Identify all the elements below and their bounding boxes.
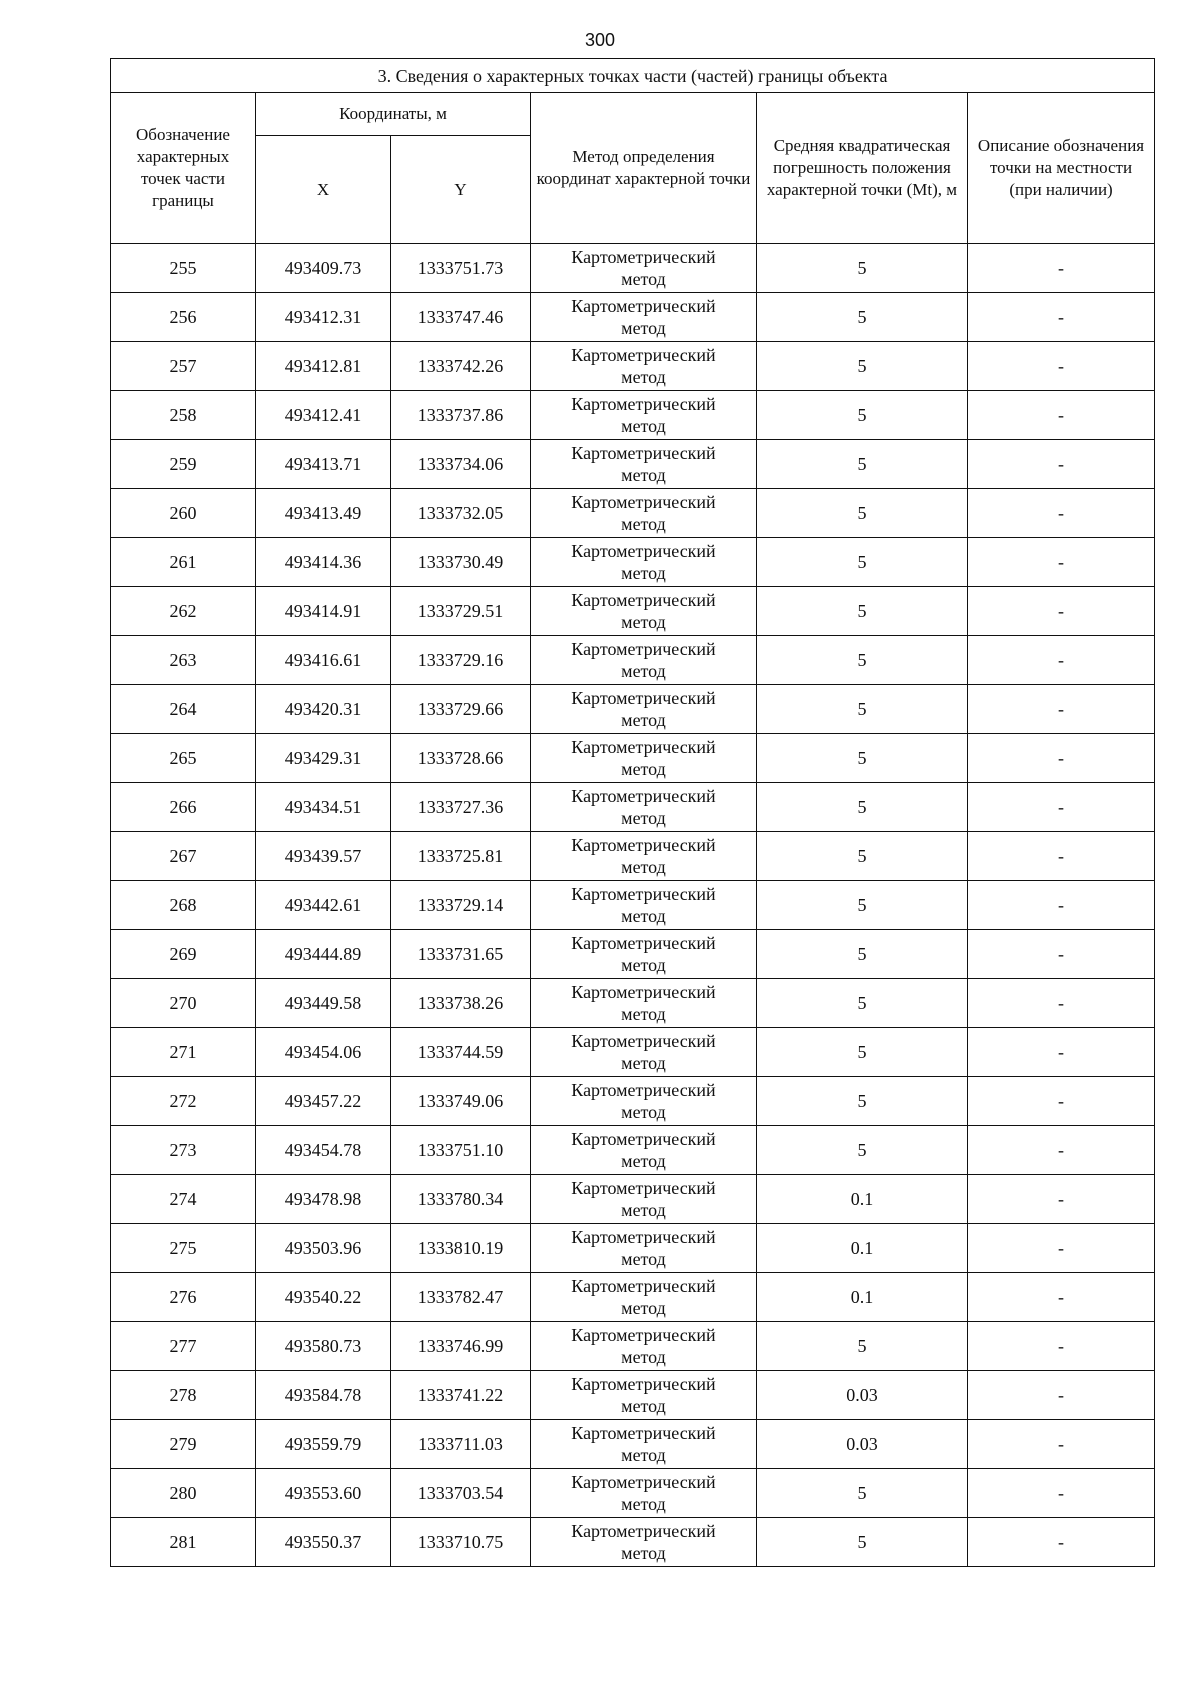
error-cell: 5: [757, 391, 968, 440]
x-cell: 493540.22: [256, 1273, 391, 1322]
x-cell: 493414.91: [256, 587, 391, 636]
x-cell: 493454.06: [256, 1028, 391, 1077]
error-cell: 5: [757, 636, 968, 685]
header-error: Средняя квадратическая погрешность положения характерной точки (Mt), м: [757, 93, 968, 244]
y-cell: 1333730.49: [391, 538, 531, 587]
method-line-2: метод: [621, 1494, 666, 1514]
table-row: [111, 979, 1155, 1028]
point-cell: 272: [111, 1077, 256, 1126]
method-cell: [531, 1273, 757, 1322]
y-cell: 1333728.66: [391, 734, 531, 783]
x-cell: 493439.57: [256, 832, 391, 881]
y-cell: 1333729.14: [391, 881, 531, 930]
point-cell: 271: [111, 1028, 256, 1077]
x-cell: 493412.41: [256, 391, 391, 440]
table-row: [111, 685, 1155, 734]
table-row: [111, 1077, 1155, 1126]
y-cell: 1333746.99: [391, 1322, 531, 1371]
method-line-1: Картометрический: [571, 737, 716, 757]
point-cell: 278: [111, 1371, 256, 1420]
point-cell: 258: [111, 391, 256, 440]
point-cell: 257: [111, 342, 256, 391]
y-cell: 1333747.46: [391, 293, 531, 342]
method-line-1: Картометрический: [571, 492, 716, 512]
error-cell: 5: [757, 1077, 968, 1126]
description-cell: -: [968, 587, 1155, 636]
error-cell: 5: [757, 538, 968, 587]
method-line-1: Картометрический: [571, 1374, 716, 1394]
error-cell: 5: [757, 293, 968, 342]
method-line-1: Картометрический: [571, 1031, 716, 1051]
method-cell: [531, 440, 757, 489]
table-row: [111, 881, 1155, 930]
y-cell: 1333749.06: [391, 1077, 531, 1126]
description-cell: -: [968, 783, 1155, 832]
x-cell: 493550.37: [256, 1518, 391, 1567]
method-line-1: Картометрический: [571, 933, 716, 953]
method-cell: [531, 391, 757, 440]
table-row: [111, 1126, 1155, 1175]
y-cell: 1333737.86: [391, 391, 531, 440]
description-cell: -: [968, 1518, 1155, 1567]
error-cell: 5: [757, 685, 968, 734]
x-cell: 493454.78: [256, 1126, 391, 1175]
error-cell: 5: [757, 881, 968, 930]
description-cell: -: [968, 979, 1155, 1028]
method-cell: [531, 1126, 757, 1175]
error-cell: 5: [757, 832, 968, 881]
method-cell: [531, 1175, 757, 1224]
error-cell: 5: [757, 1126, 968, 1175]
header-description: Описание обозначения точки на местности (при наличии): [968, 93, 1155, 244]
method-line-2: метод: [621, 759, 666, 779]
description-cell: -: [968, 391, 1155, 440]
method-cell: [531, 1028, 757, 1077]
header-row: [111, 93, 1155, 136]
table-row: [111, 734, 1155, 783]
point-cell: 280: [111, 1469, 256, 1518]
description-cell: -: [968, 1175, 1155, 1224]
table-row: [111, 636, 1155, 685]
method-line-2: метод: [621, 318, 666, 338]
table-row: [111, 293, 1155, 342]
method-line-1: Картометрический: [571, 835, 716, 855]
method-line-2: метод: [621, 1347, 666, 1367]
method-line-1: Картометрический: [571, 296, 716, 316]
table-row: [111, 342, 1155, 391]
method-line-2: метод: [621, 1053, 666, 1073]
method-line-1: Картометрический: [571, 1129, 716, 1149]
description-cell: -: [968, 342, 1155, 391]
method-line-1: Картометрический: [571, 1276, 716, 1296]
method-line-1: Картометрический: [571, 982, 716, 1002]
method-line-2: метод: [621, 563, 666, 583]
method-cell: [531, 538, 757, 587]
point-cell: 263: [111, 636, 256, 685]
point-cell: 270: [111, 979, 256, 1028]
x-cell: 493429.31: [256, 734, 391, 783]
error-cell: 0.1: [757, 1175, 968, 1224]
point-cell: 265: [111, 734, 256, 783]
error-cell: 0.03: [757, 1371, 968, 1420]
method-cell: [531, 1420, 757, 1469]
y-cell: 1333710.75: [391, 1518, 531, 1567]
method-line-2: метод: [621, 1004, 666, 1024]
method-line-2: метод: [621, 465, 666, 485]
method-line-1: Картометрический: [571, 443, 716, 463]
error-cell: 5: [757, 734, 968, 783]
description-cell: -: [968, 440, 1155, 489]
method-cell: [531, 783, 757, 832]
x-cell: 493559.79: [256, 1420, 391, 1469]
y-cell: 1333738.26: [391, 979, 531, 1028]
method-cell: [531, 1077, 757, 1126]
point-cell: 279: [111, 1420, 256, 1469]
method-line-1: Картометрический: [571, 1521, 716, 1541]
method-line-1: Картометрический: [571, 1178, 716, 1198]
method-cell: [531, 832, 757, 881]
table-row: [111, 1469, 1155, 1518]
method-line-2: метод: [621, 955, 666, 975]
error-cell: 0.1: [757, 1224, 968, 1273]
method-line-1: Картометрический: [571, 394, 716, 414]
error-cell: 5: [757, 489, 968, 538]
error-cell: 5: [757, 342, 968, 391]
description-cell: -: [968, 881, 1155, 930]
point-cell: 281: [111, 1518, 256, 1567]
error-cell: 5: [757, 930, 968, 979]
y-cell: 1333734.06: [391, 440, 531, 489]
point-cell: 275: [111, 1224, 256, 1273]
table-row: [111, 1420, 1155, 1469]
method-line-2: метод: [621, 1543, 666, 1563]
y-cell: 1333703.54: [391, 1469, 531, 1518]
method-line-2: метод: [621, 1396, 666, 1416]
method-line-2: метод: [621, 612, 666, 632]
description-cell: -: [968, 1224, 1155, 1273]
method-line-2: метод: [621, 1298, 666, 1318]
table-row: [111, 440, 1155, 489]
table-row: [111, 244, 1155, 293]
point-cell: 255: [111, 244, 256, 293]
table-row: [111, 489, 1155, 538]
description-cell: -: [968, 1077, 1155, 1126]
x-cell: 493414.36: [256, 538, 391, 587]
method-line-2: метод: [621, 710, 666, 730]
method-cell: [531, 1518, 757, 1567]
description-cell: -: [968, 930, 1155, 979]
description-cell: -: [968, 538, 1155, 587]
description-cell: -: [968, 1371, 1155, 1420]
method-cell: [531, 1322, 757, 1371]
error-cell: 5: [757, 1518, 968, 1567]
point-cell: 269: [111, 930, 256, 979]
method-cell: [531, 881, 757, 930]
table-row: [111, 1224, 1155, 1273]
method-line-2: метод: [621, 416, 666, 436]
table-row: [111, 538, 1155, 587]
description-cell: -: [968, 1322, 1155, 1371]
point-cell: 276: [111, 1273, 256, 1322]
point-cell: 259: [111, 440, 256, 489]
error-cell: 5: [757, 244, 968, 293]
y-cell: 1333729.16: [391, 636, 531, 685]
method-line-2: метод: [621, 1151, 666, 1171]
method-line-1: Картометрический: [571, 1080, 716, 1100]
table-row: [111, 832, 1155, 881]
y-cell: 1333742.26: [391, 342, 531, 391]
x-cell: 493444.89: [256, 930, 391, 979]
description-cell: -: [968, 293, 1155, 342]
y-cell: 1333729.66: [391, 685, 531, 734]
point-cell: 268: [111, 881, 256, 930]
point-cell: 267: [111, 832, 256, 881]
error-cell: 5: [757, 587, 968, 636]
x-cell: 493442.61: [256, 881, 391, 930]
method-cell: [531, 1371, 757, 1420]
method-line-2: метод: [621, 857, 666, 877]
table-row: [111, 1371, 1155, 1420]
x-cell: 493580.73: [256, 1322, 391, 1371]
method-line-1: Картометрический: [571, 639, 716, 659]
x-cell: 493457.22: [256, 1077, 391, 1126]
method-line-2: метод: [621, 1102, 666, 1122]
error-cell: 5: [757, 1469, 968, 1518]
x-cell: 493434.51: [256, 783, 391, 832]
method-line-1: Картометрический: [571, 884, 716, 904]
page-number: 300: [584, 30, 616, 50]
y-cell: 1333751.10: [391, 1126, 531, 1175]
y-cell: 1333782.47: [391, 1273, 531, 1322]
y-cell: 1333731.65: [391, 930, 531, 979]
x-cell: 493503.96: [256, 1224, 391, 1273]
header-y: Y: [391, 136, 531, 244]
table-row: [111, 1518, 1155, 1567]
x-cell: 493420.31: [256, 685, 391, 734]
x-cell: 493412.81: [256, 342, 391, 391]
table-row: [111, 1175, 1155, 1224]
description-cell: -: [968, 685, 1155, 734]
table-row: [111, 930, 1155, 979]
header-coordinates: Координаты, м: [256, 93, 531, 136]
method-line-1: Картометрический: [571, 1227, 716, 1247]
table-body: [111, 244, 1155, 1567]
description-cell: -: [968, 1420, 1155, 1469]
method-line-2: метод: [621, 269, 666, 289]
method-cell: [531, 244, 757, 293]
error-cell: 5: [757, 1322, 968, 1371]
error-cell: 5: [757, 440, 968, 489]
table-row: [111, 1028, 1155, 1077]
method-line-1: Картометрический: [571, 541, 716, 561]
x-cell: 493553.60: [256, 1469, 391, 1518]
error-cell: 5: [757, 979, 968, 1028]
method-line-1: Картометрический: [571, 590, 716, 610]
y-cell: 1333741.22: [391, 1371, 531, 1420]
x-cell: 493413.49: [256, 489, 391, 538]
method-line-2: метод: [621, 367, 666, 387]
method-line-1: Картометрический: [571, 688, 716, 708]
method-cell: [531, 1224, 757, 1273]
table-row: [111, 1273, 1155, 1322]
point-cell: 261: [111, 538, 256, 587]
header-method: Метод определения координат характерной точки: [531, 93, 757, 244]
method-line-2: метод: [621, 1445, 666, 1465]
error-cell: 5: [757, 1028, 968, 1077]
method-line-1: Картометрический: [571, 1325, 716, 1345]
description-cell: -: [968, 832, 1155, 881]
x-cell: 493409.73: [256, 244, 391, 293]
description-cell: -: [968, 244, 1155, 293]
method-line-2: метод: [621, 808, 666, 828]
method-cell: [531, 979, 757, 1028]
table-row: [111, 587, 1155, 636]
error-cell: 0.03: [757, 1420, 968, 1469]
method-line-1: Картометрический: [571, 1472, 716, 1492]
table-title-row: [111, 59, 1155, 93]
point-cell: 274: [111, 1175, 256, 1224]
boundary-points-table: [110, 58, 1155, 1567]
method-line-2: метод: [621, 1249, 666, 1269]
method-cell: [531, 342, 757, 391]
point-cell: 273: [111, 1126, 256, 1175]
method-cell: [531, 293, 757, 342]
method-cell: [531, 930, 757, 979]
point-cell: 262: [111, 587, 256, 636]
description-cell: -: [968, 1028, 1155, 1077]
y-cell: 1333727.36: [391, 783, 531, 832]
y-cell: 1333780.34: [391, 1175, 531, 1224]
y-cell: 1333810.19: [391, 1224, 531, 1273]
point-cell: 277: [111, 1322, 256, 1371]
table-row: [111, 1322, 1155, 1371]
point-cell: 266: [111, 783, 256, 832]
y-cell: 1333711.03: [391, 1420, 531, 1469]
x-cell: 493412.31: [256, 293, 391, 342]
method-cell: [531, 489, 757, 538]
point-cell: 256: [111, 293, 256, 342]
header-x: X: [256, 136, 391, 244]
point-cell: 260: [111, 489, 256, 538]
method-line-1: Картометрический: [571, 345, 716, 365]
error-cell: 0.1: [757, 1273, 968, 1322]
x-cell: 493478.98: [256, 1175, 391, 1224]
x-cell: 493413.71: [256, 440, 391, 489]
method-line-1: Картометрический: [571, 247, 716, 267]
method-cell: [531, 636, 757, 685]
description-cell: -: [968, 489, 1155, 538]
description-cell: -: [968, 1126, 1155, 1175]
point-cell: 264: [111, 685, 256, 734]
header-point: Обозначение характерных точек части границы: [111, 93, 256, 244]
y-cell: 1333725.81: [391, 832, 531, 881]
method-cell: [531, 685, 757, 734]
y-cell: 1333751.73: [391, 244, 531, 293]
y-cell: 1333744.59: [391, 1028, 531, 1077]
method-line-2: метод: [621, 906, 666, 926]
table-row: [111, 391, 1155, 440]
method-line-2: метод: [621, 514, 666, 534]
x-cell: 493416.61: [256, 636, 391, 685]
description-cell: -: [968, 1469, 1155, 1518]
x-cell: 493449.58: [256, 979, 391, 1028]
y-cell: 1333729.51: [391, 587, 531, 636]
error-cell: 5: [757, 783, 968, 832]
method-line-2: метод: [621, 1200, 666, 1220]
method-cell: [531, 734, 757, 783]
description-cell: -: [968, 734, 1155, 783]
table-row: [111, 783, 1155, 832]
x-cell: 493584.78: [256, 1371, 391, 1420]
method-line-1: Картометрический: [571, 1423, 716, 1443]
method-cell: [531, 1469, 757, 1518]
method-cell: [531, 587, 757, 636]
description-cell: -: [968, 636, 1155, 685]
table-title: 3. Сведения о характерных точках части (частей) границы объекта: [111, 59, 1155, 93]
method-line-2: метод: [621, 661, 666, 681]
description-cell: -: [968, 1273, 1155, 1322]
method-line-1: Картометрический: [571, 786, 716, 806]
y-cell: 1333732.05: [391, 489, 531, 538]
